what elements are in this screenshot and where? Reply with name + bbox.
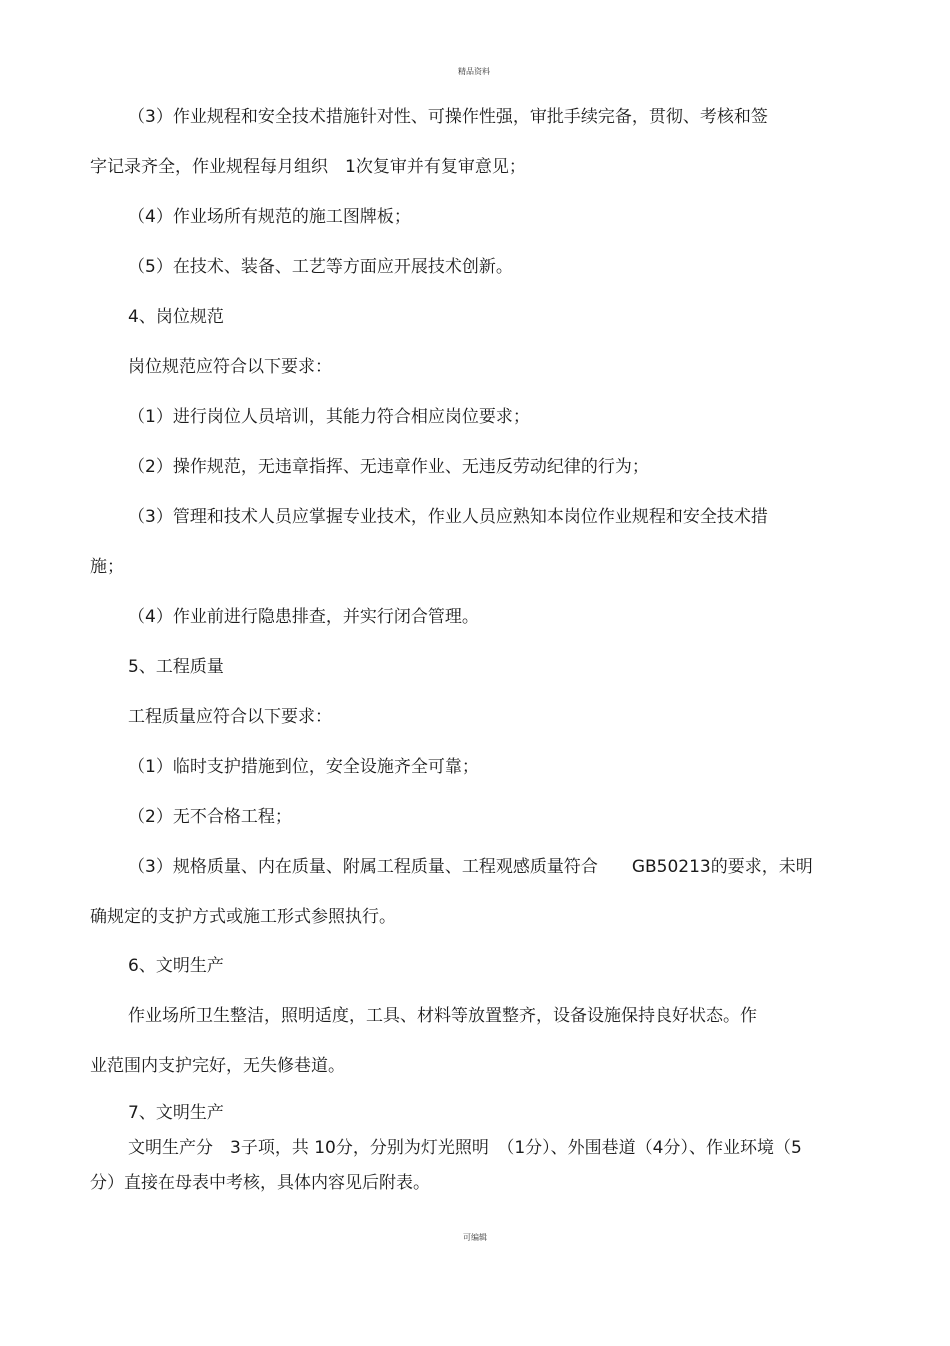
paragraph-line: （2）无不合格工程； xyxy=(128,807,292,827)
page-header: 精品资料 xyxy=(458,67,490,76)
paragraph-line: （2）操作规范，无违章指挥、无违章作业、无违反劳动纪律的行为； xyxy=(128,457,649,477)
paragraph-line: 字记录齐全，作业规程每月组织 1次复审并有复审意见； xyxy=(90,157,526,177)
paragraph-line: 分）直接在母表中考核，具体内容见后附表。 xyxy=(90,1173,430,1193)
paragraph-line: 岗位规范应符合以下要求： xyxy=(128,357,332,377)
paragraph-line: 业范围内支护完好，无失修巷道。 xyxy=(90,1056,345,1076)
paragraph-line: （5）在技术、装备、工艺等方面应开展技术创新。 xyxy=(128,257,513,277)
paragraph-line: （1）进行岗位人员培训，其能力符合相应岗位要求； xyxy=(128,407,530,427)
paragraph-line: 工程质量应符合以下要求： xyxy=(128,707,332,727)
section-heading: 7、文明生产 xyxy=(128,1103,224,1123)
paragraph-line: 施； xyxy=(90,557,124,577)
paragraph-line: （4）作业场所有规范的施工图牌板； xyxy=(128,207,411,227)
paragraph-line: （3）管理和技术人员应掌握专业技术，作业人员应熟知本岗位作业规程和安全技术措 xyxy=(128,507,768,527)
paragraph-line: （3）规格质量、内在质量、附属工程质量、工程观感质量符合 GB50213的要求，未明 xyxy=(128,857,813,877)
paragraph-line: （4）作业前进行隐患排查，并实行闭合管理。 xyxy=(128,607,479,627)
section-heading: 5、工程质量 xyxy=(128,657,224,677)
section-heading: 4、岗位规范 xyxy=(128,307,224,327)
section-heading: 6、文明生产 xyxy=(128,956,224,976)
paragraph-line: 确规定的支护方式或施工形式参照执行。 xyxy=(90,907,396,927)
paragraph-line: 文明生产分 3子项，共 10分，分别为灯光照明 （1分）、外围巷道（4分）、作业环境（5 xyxy=(128,1138,802,1158)
paragraph-line: 作业场所卫生整洁，照明适度，工具、材料等放置整齐，设备设施保持良好状态。作 xyxy=(128,1006,757,1026)
paragraph-line: （1）临时支护措施到位，安全设施齐全可靠； xyxy=(128,757,479,777)
paragraph-line: （3）作业规程和安全技术措施针对性、可操作性强，审批手续完备，贯彻、考核和签 xyxy=(128,107,768,127)
page-footer: 可编辑 xyxy=(463,1233,487,1242)
